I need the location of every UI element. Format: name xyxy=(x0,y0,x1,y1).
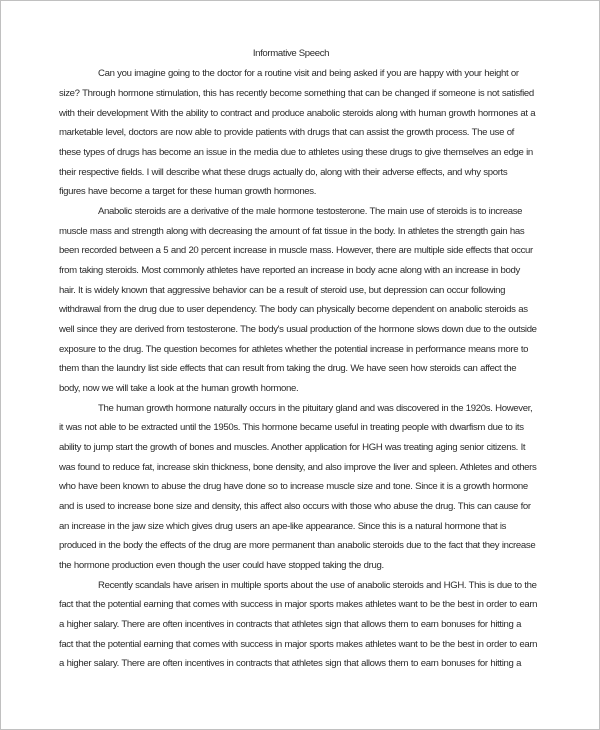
text-line: from taking steroids. Most commonly athletes have reported an increase in body acne along with an increase in body xyxy=(59,265,520,276)
text-line: and is used to increase bone size and density, this affect also occurs with those who abuse the drug. This can cause for xyxy=(59,501,531,512)
text-line: hair. It is widely known that aggressive behavior can be a result of steroid use, but depression can occur following xyxy=(59,285,506,296)
text-line: The human growth hormone naturally occurs in the pituitary gland and was discovered in the 1920s. However, xyxy=(98,403,533,414)
text-line: a higher salary. There are often incentives in contracts that athletes sign that allows them to earn bonuses for hitting a xyxy=(59,658,522,669)
text-line: muscle mass and strength along with decreasing the amount of fat tissue in the body. In athletes the strength gain has xyxy=(59,226,525,237)
text-line: marketable level, doctors are now able to provide patients with drugs that can assist the growth process. The use of xyxy=(59,127,515,138)
text-line: their respective fields. I will describe what these drugs actually do, along with their adverse effects, and why sports xyxy=(59,167,508,178)
text-line: an increase in the jaw size which gives drug users an ape-like appearance. Since this is a natural hormone that is xyxy=(59,521,507,532)
text-line: body, now we will take a look at the human growth hormone. xyxy=(59,383,299,394)
text-line: these types of drugs has become an issue in the media due to athletes using these drugs to give themselves an edge in xyxy=(59,147,533,158)
text-line: figures have become a target for these human growth hormones. xyxy=(59,186,317,197)
text-line: a higher salary. There are often incentives in contracts that athletes sign that allows them to earn bonuses for hitting a xyxy=(59,619,522,630)
text-line: with their development With the ability to contract and produce anabolic steroids along with human growth hormones at a xyxy=(59,108,536,119)
text-line: Recently scandals have arisen in multiple sports about the use of anabolic steroids and HGH. This is due to the xyxy=(98,580,537,591)
text-line: ability to jump start the growth of bones and muscles. Another application for HGH was treating aging senior citizens. It xyxy=(59,442,526,453)
text-line: been recorded between a 5 and 20 percent increase in muscle mass. However, there are multiple side effects that occur xyxy=(59,245,533,256)
text-line: well since they are derived from testosterone. The body's usual production of the hormone slows down due to the outside xyxy=(59,324,537,335)
text-line: fact that the potential earning that comes with success in major sports makes athletes want to be the best in order to earn xyxy=(59,639,538,650)
text-line: the hormone production even though the user could have stopped taking the drug. xyxy=(59,560,384,571)
text-line: fact that the potential earning that comes with success in major sports makes athletes want to be the best in order to earn xyxy=(59,599,538,610)
text-line: who have been known to abuse the drug have done so to increase muscle size and tone. Since it is a growth hormone xyxy=(59,481,528,492)
text-line: them than the laundry list side effects that can result from taking the drug. We have seen how steroids can affect the xyxy=(59,363,517,374)
text-line: produced in the body the effects of the drug are more permanent than anabolic steroids due to the fact that they increase xyxy=(59,540,536,551)
text-line: Can you imagine going to the doctor for a routine visit and being asked if you are happy with your height or xyxy=(98,68,519,79)
text-line: exposure to the drug. The question becomes for athletes whether the potential increase in performance means more to xyxy=(59,344,529,355)
text-line: withdrawal from the drug due to user dependency. The body can physically become dependent on anabolic steroids as xyxy=(59,304,528,315)
text-line: size? Through hormone stimulation, this has recently become something that can be changed if someone is not satisfied xyxy=(59,88,534,99)
text-line: it was not able to be extracted until the 1950s. This hormone became useful in treating people with dwarfism due to its xyxy=(59,422,524,433)
document-title: Informative Speech xyxy=(252,48,330,59)
text-line: Anabolic steroids are a derivative of the male hormone testosterone. The main use of steroids is to increase xyxy=(98,206,523,217)
text-line: was found to reduce fat, increase skin thickness, bone density, and also improve the liver and spleen. Athletes and others xyxy=(59,462,537,473)
